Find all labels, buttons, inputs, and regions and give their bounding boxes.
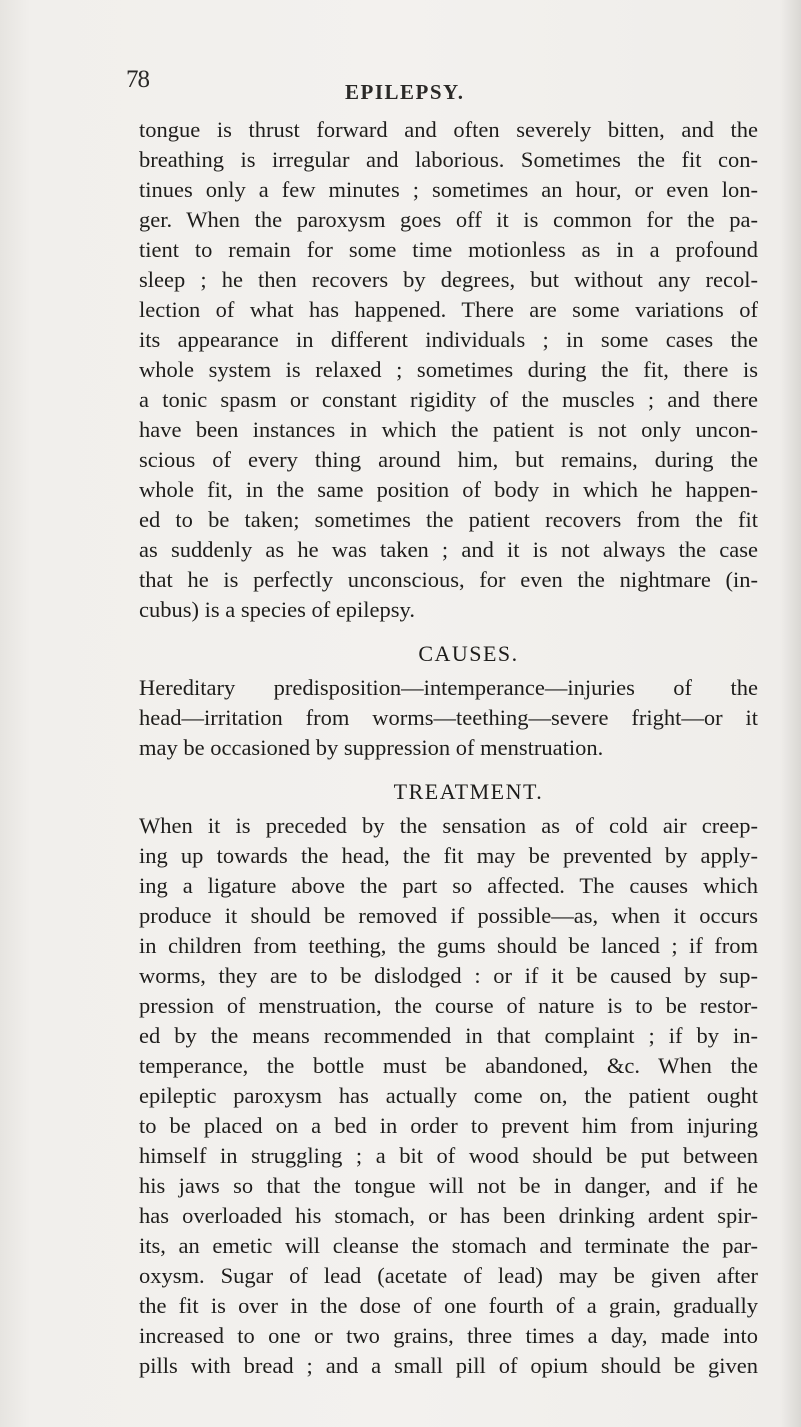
page-number: 78 (126, 66, 149, 93)
text-line: its appearance in different individuals ; in some cases the (139, 327, 758, 352)
text-line: tongue is thrust forward and often severely bitten, and the (139, 117, 758, 142)
running-head: EPILEPSY. (345, 80, 465, 104)
treatment-heading: TREATMENT. (393, 779, 544, 804)
text-line: in children from teething, the gums should be lanced ; if from (139, 933, 758, 958)
text-line: whole system is relaxed ; sometimes during the fit, there is (139, 357, 758, 382)
text-line: sleep ; he then recovers by degrees, but without any recol- (139, 267, 758, 292)
text-line: ed by the means recommended in that complaint ; if by in- (139, 1023, 758, 1048)
text-line: may be occasioned by suppression of menstruation. (139, 735, 604, 760)
text-line: head—irritation from worms—teething—severe fright—or it (139, 705, 758, 730)
text-line: Hereditary predisposition—intemperance—injuries of the (139, 675, 758, 700)
text-line: has overloaded his stomach, or has been drinking ardent spir- (139, 1203, 758, 1228)
text-line: produce it should be removed if possible—as, when it occurs (139, 903, 758, 928)
text-line: as suddenly as he was taken ; and it is not always the case (139, 537, 758, 562)
text-line: increased to one or two grains, three times a day, made into (139, 1323, 758, 1348)
text-line: a tonic spasm or constant rigidity of the muscles ; and there (139, 387, 758, 412)
text-line: himself in struggling ; a bit of wood should be put between (139, 1143, 758, 1168)
text-line: scious of every thing around him, but remains, during the (139, 447, 758, 472)
text-line: its, an emetic will cleanse the stomach and terminate the par- (139, 1233, 758, 1258)
text-line: epileptic paroxysm has actually come on, the patient ought (139, 1083, 758, 1108)
text-line: lection of what has happened. There are some variations of (139, 297, 758, 322)
text-line: worms, they are to be dislodged : or if it be caused by sup- (139, 963, 758, 988)
text-line: have been instances in which the patient is not only uncon- (139, 417, 758, 442)
text-line: to be placed on a bed in order to prevent him from injuring (139, 1113, 758, 1138)
text-line: ing a ligature above the part so affected. The causes which (139, 873, 758, 898)
text-line: that he is perfectly unconscious, for even the nightmare (in- (139, 567, 758, 592)
text-line: oxysm. Sugar of lead (acetate of lead) may be given after (139, 1263, 758, 1288)
text-line: cubus) is a species of epilepsy. (139, 597, 415, 622)
text-line: pills with bread ; and a small pill of opium should be given (139, 1353, 758, 1378)
text-line: the fit is over in the dose of one fourth of a grain, gradually (139, 1293, 758, 1318)
text-line: whole fit, in the same position of body in which he happen- (139, 477, 758, 502)
text-line: When it is preceded by the sensation as of cold air creep- (139, 813, 758, 838)
text-line: breathing is irregular and laborious. Sometimes the fit con- (139, 147, 758, 172)
text-line: tinues only a few minutes ; sometimes an hour, or even lon- (139, 177, 758, 202)
text-line: pression of menstruation, the course of nature is to be restor- (139, 993, 758, 1018)
causes-heading: CAUSES. (418, 641, 519, 666)
text-line: ger. When the paroxysm goes off it is common for the pa- (139, 207, 758, 232)
text-line: temperance, the bottle must be abandoned, &c. When the (139, 1053, 758, 1078)
text-line: ed to be taken; sometimes the patient recovers from the fit (139, 507, 758, 532)
text-line: ing up towards the head, the fit may be prevented by apply- (139, 843, 758, 868)
text-line: tient to remain for some time motionless as in a profound (139, 237, 758, 262)
text-line: his jaws so that the tongue will not be in danger, and if he (139, 1173, 758, 1198)
